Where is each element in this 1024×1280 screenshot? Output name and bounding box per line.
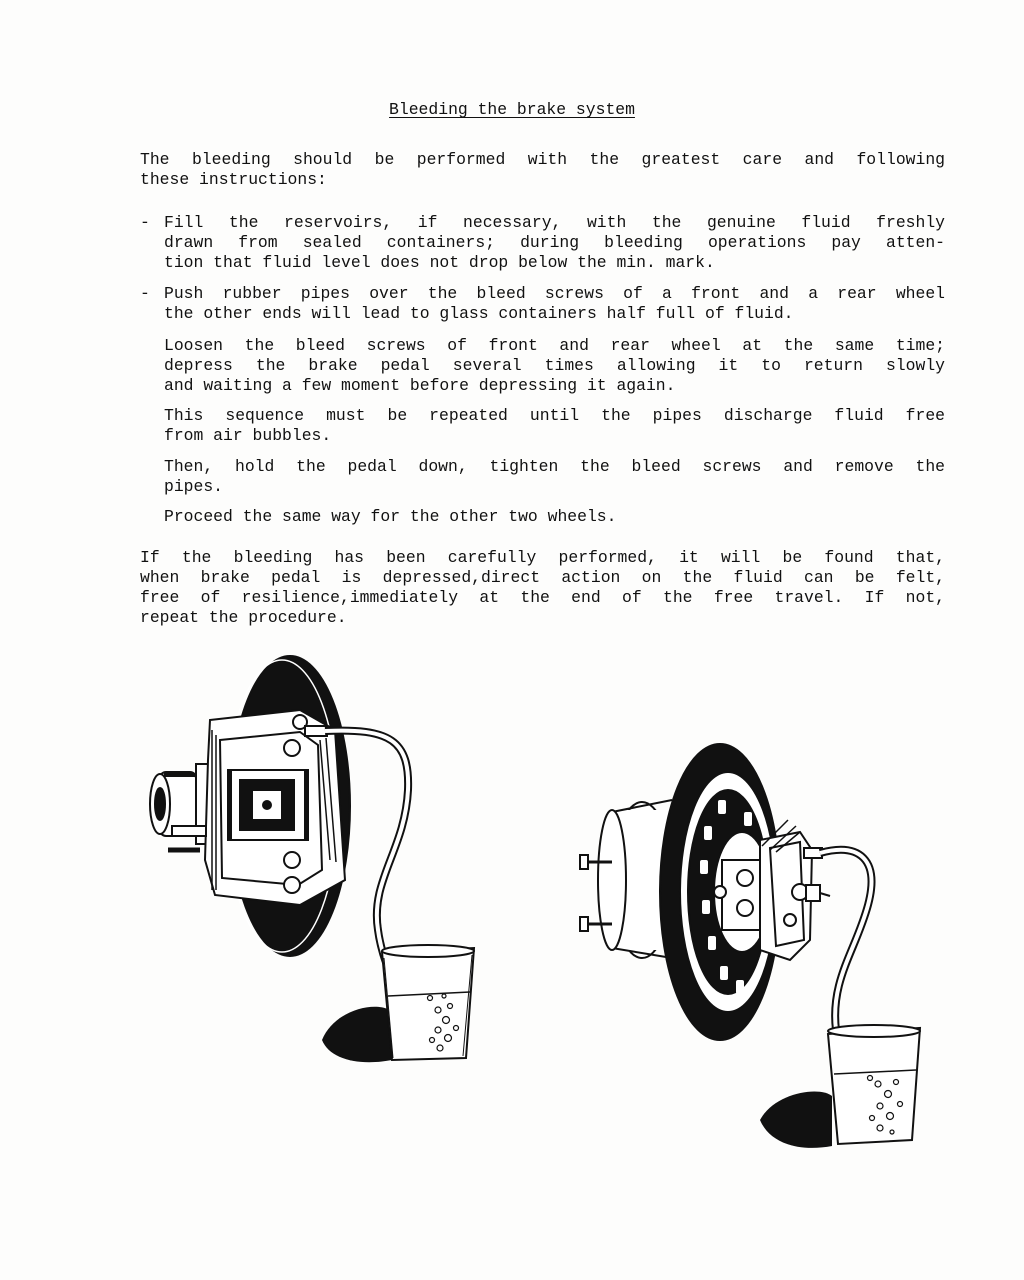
conclusion-line: repeat the procedure. [140, 608, 347, 627]
rear-brake-illustration [580, 744, 920, 1148]
step-line: This sequence must be repeated until the pipes discharge fluid free [164, 406, 945, 425]
step-line: from air bubbles. [164, 426, 332, 445]
conclusion-line: when brake pedal is depressed,direct action on the fluid can be felt, [140, 568, 945, 587]
intro-line: these instructions: [140, 170, 327, 189]
bullet-line: Fill the reservoirs, if necessary, with the genuine fluid freshly [164, 213, 945, 232]
intro-line: The bleeding should be performed with the greatest care and following [140, 150, 945, 169]
bullet-dash: - [140, 213, 150, 232]
step-line: and waiting a few moment before depressing it again. [164, 376, 676, 395]
conclusion-line: If the bleeding has been carefully performed, it will be found that, [140, 548, 945, 567]
step-line: pipes. [164, 477, 224, 496]
section-title: Bleeding the brake system [389, 100, 635, 119]
step-line: depress the brake pedal several times allowing it to return slowly [164, 356, 945, 375]
bullet-line: drawn from sealed containers; during bleeding operations pay atten- [164, 233, 945, 252]
step-line: Proceed the same way for the other two wheels. [164, 507, 617, 526]
step-line: Loosen the bleed screws of front and rear wheel at the same time; [164, 336, 945, 355]
bullet-line: Push rubber pipes over the bleed screws of a front and a rear wheel [164, 284, 945, 303]
bullet-dash: - [140, 284, 150, 303]
conclusion-line: free of resilience,immediately at the end of the free travel. If not, [140, 588, 945, 607]
front-brake-illustration [150, 656, 474, 1062]
bullet-line: the other ends will lead to glass containers half full of fluid. [164, 304, 794, 323]
step-line: Then, hold the pedal down, tighten the bleed screws and remove the [164, 457, 945, 476]
bullet-line: tion that fluid level does not drop below the min. mark. [164, 253, 715, 272]
